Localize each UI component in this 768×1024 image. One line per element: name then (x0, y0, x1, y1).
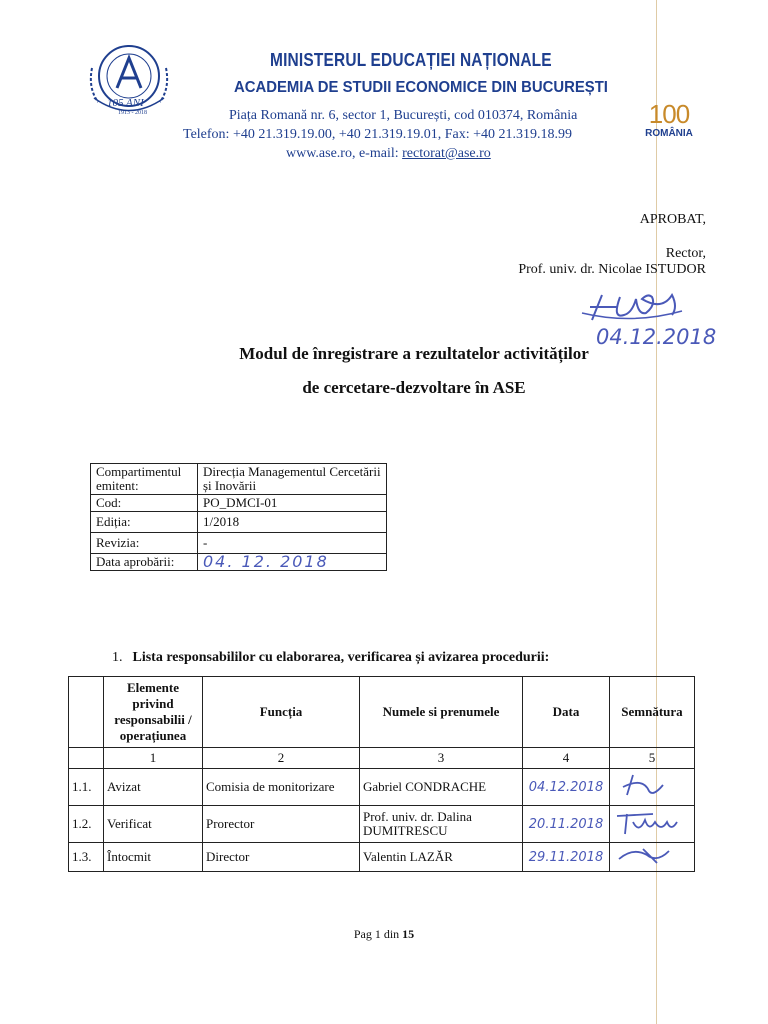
row-role: Comisia de monitorizare (203, 769, 360, 806)
info-value: PO_DMCI-01 (198, 495, 387, 512)
info-key: Revizia: (91, 533, 198, 554)
centenary-number: 100 (648, 99, 690, 129)
approval-date-handwritten: 04. 12. 2018 (198, 554, 387, 571)
document-title-line2: de cercetare-dezvoltare în ASE (302, 378, 526, 397)
info-value: Direcția Managementul Cercetării și Inovării (198, 464, 387, 495)
rector-name: Prof. univ. dr. Nicolae ISTUDOR (518, 262, 706, 277)
row-name: Valentin LAZĂR (360, 843, 523, 872)
section-heading (112, 650, 549, 666)
info-key: Ediția: (91, 512, 198, 533)
column-header: Elemente privind responsabilii / operațiunea (104, 677, 203, 748)
centenary-text: ROMÂNIA (645, 128, 693, 139)
column-number: 5 (610, 748, 695, 769)
web-email (286, 146, 491, 162)
column-number-row (69, 748, 695, 769)
table-row (69, 806, 695, 843)
row-operation: Întocmit (104, 843, 203, 872)
row-name: Gabriel CONDRACHE (360, 769, 523, 806)
row-index: 1.1. (69, 769, 104, 806)
responsibles-table (68, 676, 695, 872)
row-operation: Verificat (104, 806, 203, 843)
row-name: Prof. univ. dr. Dalina DUMITRESCU (360, 806, 523, 843)
row-role: Director (203, 843, 360, 872)
row-date-handwritten: 29.11.2018 (523, 843, 610, 872)
academy-name: ACADEMIA DE STUDII ECONOMICE DIN BUCUREȘTI (234, 79, 608, 96)
ministry-name: MINISTERUL EDUCAȚIEI NAȚIONALE (270, 50, 552, 70)
signature-mark (613, 845, 683, 865)
table-row (69, 843, 695, 872)
table-row (69, 769, 695, 806)
phone: Telefon: +40 21.319.19.00, +40 21.319.19.01, Fax: +40 21.319.18.99 (183, 127, 573, 142)
index-cell (69, 748, 104, 769)
website: www.ase.ro, e-mail: (286, 146, 403, 161)
info-row (91, 495, 387, 512)
page-total: 15 (402, 927, 415, 941)
section-number: 1. (112, 650, 123, 665)
rector-handwritten-date: 04.12.2018 (596, 325, 717, 349)
email-link[interactable]: rectorat@ase.ro (402, 146, 491, 161)
section-title: Lista responsabililor cu elaborarea, verificarea și avizarea procedurii: (132, 650, 550, 665)
row-signature (610, 769, 695, 806)
info-value: 1/2018 (198, 512, 387, 533)
row-role: Prorector (203, 806, 360, 843)
index-header (69, 677, 104, 748)
romania-centenary-logo (634, 100, 704, 148)
info-value: - (198, 533, 387, 554)
row-signature (610, 806, 695, 843)
page-label: Pag 1 din (353, 927, 403, 941)
info-row (91, 533, 387, 554)
row-date-handwritten: 20.11.2018 (523, 806, 610, 843)
approved-label: APROBAT, (639, 212, 706, 227)
column-header: Data (523, 677, 610, 748)
info-row (91, 512, 387, 533)
row-date-handwritten: 04.12.2018 (523, 769, 610, 806)
table-header-row (69, 677, 695, 748)
logo-years: 1913 - 2018 (118, 110, 147, 116)
column-number: 2 (203, 748, 360, 769)
column-header: Funcția (203, 677, 360, 748)
column-header: Numele si prenumele (360, 677, 523, 748)
rector-block (518, 246, 706, 278)
column-number: 4 (523, 748, 610, 769)
info-key: Data aprobării: (91, 554, 198, 571)
column-number: 3 (360, 748, 523, 769)
column-number: 1 (104, 748, 203, 769)
info-key: Compartimentul emitent: (91, 464, 198, 495)
document-title-line1: Modul de înregistrare a rezultatelor activităților (239, 344, 589, 363)
address: Piața Romană nr. 6, sector 1, București, cod 010374, România (229, 108, 578, 123)
row-operation: Avizat (104, 769, 203, 806)
info-row (91, 464, 387, 495)
info-row (91, 554, 387, 571)
row-signature (610, 843, 695, 872)
row-index: 1.2. (69, 806, 104, 843)
page-footer (0, 927, 768, 942)
column-header: Semnătura (610, 677, 695, 748)
signature-mark (613, 771, 683, 799)
info-key: Cod: (91, 495, 198, 512)
row-index: 1.3. (69, 843, 104, 872)
document-info-table (90, 463, 387, 571)
rector-role: Rector, (665, 246, 706, 261)
logo-anniversary: 105 ANI (107, 97, 144, 109)
signature-mark (613, 808, 683, 836)
